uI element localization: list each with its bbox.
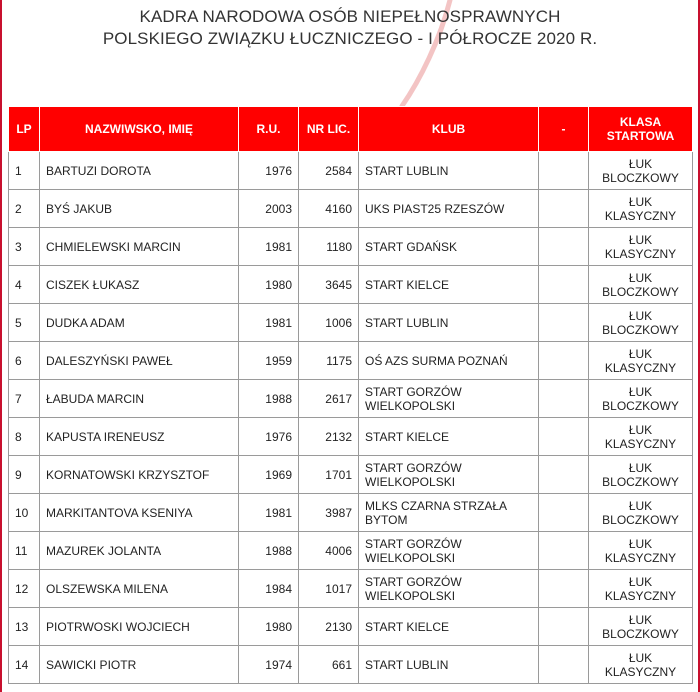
cell-name: MARKITANTOVA KSENIYA [40, 494, 239, 532]
table-row [9, 152, 693, 190]
cell-lp: 5 [9, 304, 40, 342]
cell-name: BYŚ JAKUB [40, 190, 239, 228]
cell-name: KORNATOWSKI KRZYSZTOF [40, 456, 239, 494]
cell-klub: START KIELCE [359, 418, 539, 456]
cell-name: PIOTRWOSKI WOJCIECH [40, 608, 239, 646]
cell-ru: 1969 [239, 456, 299, 494]
cell-nrlic: 2617 [299, 380, 359, 418]
athletes-table [8, 106, 693, 684]
cell-klub: MLKS CZARNA STRZAŁA BYTOM [359, 494, 539, 532]
table-row [9, 190, 693, 228]
cell-nrlic: 1180 [299, 228, 359, 266]
header-lp: LP [9, 107, 40, 152]
cell-name: OLSZEWSKA MILENA [40, 570, 239, 608]
cell-ru: 1959 [239, 342, 299, 380]
cell-lp: 4 [9, 266, 40, 304]
table-row [9, 380, 693, 418]
title-line-1: KADRA NARODOWA OSÓB NIEPEŁNOSPRAWNYCH [139, 7, 561, 26]
cell-name: KAPUSTA IRENEUSZ [40, 418, 239, 456]
cell-empty [539, 646, 589, 684]
cell-empty [539, 304, 589, 342]
header-name: NAZWIWSKO, IMIĘ [40, 107, 239, 152]
table-row [9, 570, 693, 608]
cell-lp: 2 [9, 190, 40, 228]
cell-nrlic: 3987 [299, 494, 359, 532]
cell-klasa: ŁUK BLOCZKOWY [589, 456, 693, 494]
table-row [9, 418, 693, 456]
cell-klub: START LUBLIN [359, 152, 539, 190]
cell-klub: START KIELCE [359, 266, 539, 304]
table-row [9, 646, 693, 684]
cell-klasa: ŁUK BLOCZKOWY [589, 380, 693, 418]
cell-lp: 10 [9, 494, 40, 532]
cell-klub: START KIELCE [359, 608, 539, 646]
cell-klub: OŚ AZS SURMA POZNAŃ [359, 342, 539, 380]
cell-nrlic: 1017 [299, 570, 359, 608]
cell-ru: 2003 [239, 190, 299, 228]
cell-lp: 6 [9, 342, 40, 380]
header-klasa: KLASA STARTOWA [589, 107, 693, 152]
cell-klub: START GORZÓW WIELKOPOLSKI [359, 532, 539, 570]
cell-klasa: ŁUK KLASYCZNY [589, 418, 693, 456]
cell-empty [539, 380, 589, 418]
cell-empty [539, 532, 589, 570]
cell-klub: UKS PIAST25 RZESZÓW [359, 190, 539, 228]
cell-nrlic: 661 [299, 646, 359, 684]
cell-nrlic: 1175 [299, 342, 359, 380]
cell-nrlic: 3645 [299, 266, 359, 304]
cell-name: SAWICKI PIOTR [40, 646, 239, 684]
table-row [9, 456, 693, 494]
table-row [9, 532, 693, 570]
cell-nrlic: 2130 [299, 608, 359, 646]
cell-nrlic: 1701 [299, 456, 359, 494]
cell-klasa: ŁUK KLASYCZNY [589, 342, 693, 380]
cell-name: BARTUZI DOROTA [40, 152, 239, 190]
page-frame-left [0, 0, 2, 692]
cell-klub: START GORZÓW WIELKOPOLSKI [359, 570, 539, 608]
cell-nrlic: 2584 [299, 152, 359, 190]
cell-klub: START LUBLIN [359, 646, 539, 684]
header-klub: KLUB [359, 107, 539, 152]
cell-klasa: ŁUK BLOCZKOWY [589, 608, 693, 646]
cell-name: DALESZYŃSKI PAWEŁ [40, 342, 239, 380]
cell-klasa: ŁUK KLASYCZNY [589, 190, 693, 228]
cell-nrlic: 1006 [299, 304, 359, 342]
table-row [9, 342, 693, 380]
header-dash: - [539, 107, 589, 152]
cell-ru: 1988 [239, 532, 299, 570]
table-row [9, 304, 693, 342]
table-row [9, 608, 693, 646]
table-row [9, 228, 693, 266]
cell-lp: 12 [9, 570, 40, 608]
cell-lp: 9 [9, 456, 40, 494]
table-body [9, 152, 693, 684]
header-nrlic: NR LIC. [299, 107, 359, 152]
cell-name: CISZEK ŁUKASZ [40, 266, 239, 304]
table-row [9, 494, 693, 532]
cell-nrlic: 4160 [299, 190, 359, 228]
cell-klasa: ŁUK BLOCZKOWY [589, 494, 693, 532]
cell-ru: 1984 [239, 570, 299, 608]
cell-klub: START LUBLIN [359, 304, 539, 342]
table-header-row [9, 107, 693, 152]
cell-ru: 1981 [239, 228, 299, 266]
cell-empty [539, 266, 589, 304]
cell-empty [539, 342, 589, 380]
cell-klub: START GORZÓW WIELKOPOLSKI [359, 456, 539, 494]
cell-lp: 11 [9, 532, 40, 570]
page-title [0, 6, 700, 50]
cell-ru: 1981 [239, 304, 299, 342]
cell-ru: 1976 [239, 418, 299, 456]
cell-klasa: ŁUK KLASYCZNY [589, 646, 693, 684]
cell-ru: 1988 [239, 380, 299, 418]
cell-empty [539, 228, 589, 266]
cell-lp: 1 [9, 152, 40, 190]
cell-empty [539, 190, 589, 228]
cell-klasa: ŁUK BLOCZKOWY [589, 266, 693, 304]
cell-empty [539, 418, 589, 456]
cell-ru: 1980 [239, 266, 299, 304]
cell-lp: 7 [9, 380, 40, 418]
cell-ru: 1981 [239, 494, 299, 532]
cell-lp: 14 [9, 646, 40, 684]
table-row [9, 266, 693, 304]
cell-klasa: ŁUK KLASYCZNY [589, 570, 693, 608]
cell-lp: 13 [9, 608, 40, 646]
cell-klasa: ŁUK BLOCZKOWY [589, 304, 693, 342]
cell-ru: 1980 [239, 608, 299, 646]
cell-nrlic: 4006 [299, 532, 359, 570]
title-line-2: POLSKIEGO ZWIĄZKU ŁUCZNICZEGO - I PÓŁROCZE 2020 R. [102, 29, 598, 48]
cell-klasa: ŁUK KLASYCZNY [589, 228, 693, 266]
cell-empty [539, 608, 589, 646]
cell-ru: 1976 [239, 152, 299, 190]
cell-empty [539, 494, 589, 532]
cell-name: DUDKA ADAM [40, 304, 239, 342]
header-ru: R.U. [239, 107, 299, 152]
cell-empty [539, 152, 589, 190]
cell-lp: 8 [9, 418, 40, 456]
cell-name: CHMIELEWSKI MARCIN [40, 228, 239, 266]
cell-ru: 1974 [239, 646, 299, 684]
cell-empty [539, 456, 589, 494]
cell-klasa: ŁUK KLASYCZNY [589, 532, 693, 570]
cell-name: ŁABUDA MARCIN [40, 380, 239, 418]
cell-klub: START GORZÓW WIELKOPOLSKI [359, 380, 539, 418]
cell-nrlic: 2132 [299, 418, 359, 456]
cell-klasa: ŁUK BLOCZKOWY [589, 152, 693, 190]
cell-klub: START GDAŃSK [359, 228, 539, 266]
cell-lp: 3 [9, 228, 40, 266]
cell-empty [539, 570, 589, 608]
cell-name: MAZUREK JOLANTA [40, 532, 239, 570]
